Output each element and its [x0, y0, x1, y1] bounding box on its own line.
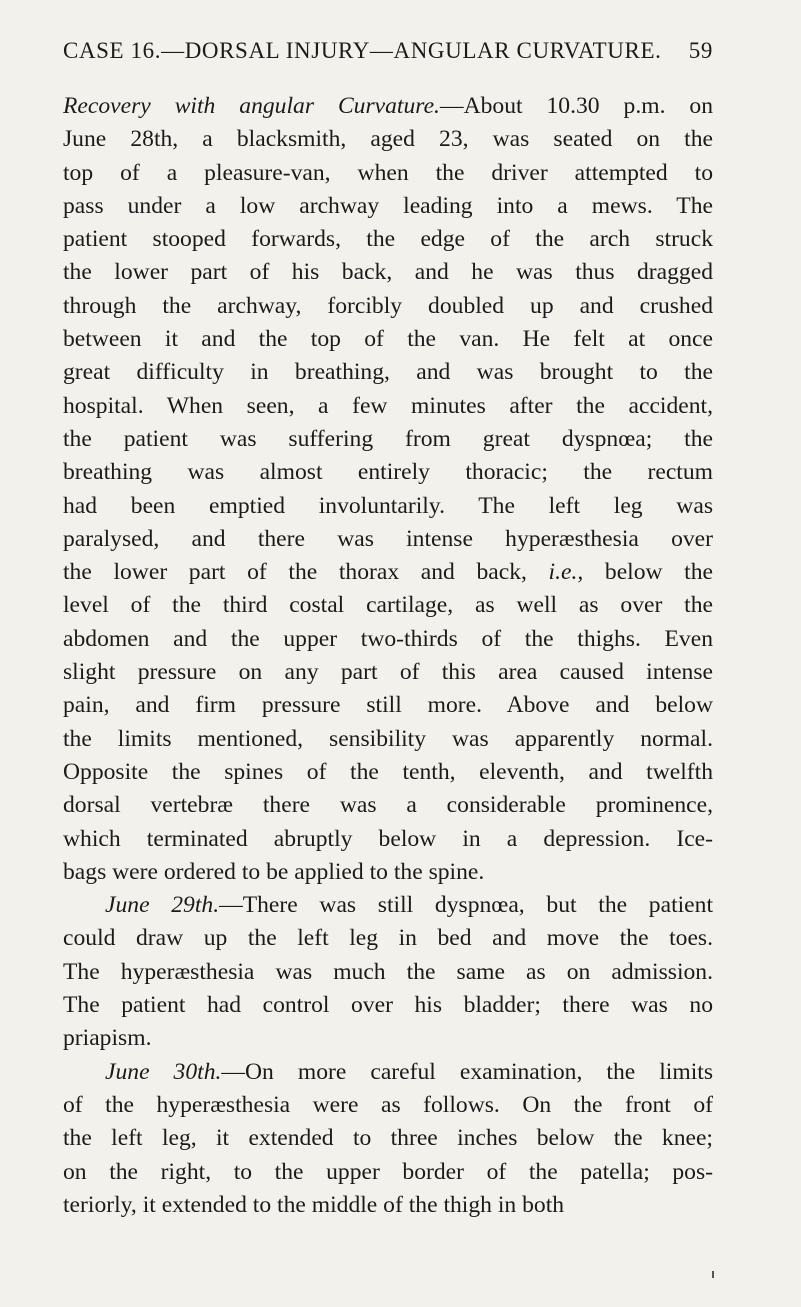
line-text: the limits mentioned, sensibility was apparently normal.	[63, 725, 713, 752]
line-text: level of the third costal cartilage, as well as over the	[63, 592, 713, 619]
italic-lead: June 29th.	[105, 892, 220, 919]
body-text	[63, 90, 713, 1222]
print-speck	[712, 1271, 714, 1278]
text-line	[63, 456, 713, 489]
text-line	[63, 223, 713, 256]
text-line	[63, 490, 713, 523]
paragraph	[63, 90, 713, 889]
line-text: which terminated abruptly below in a depression. Ice-	[63, 825, 713, 852]
line-text: the left leg, it extended to three inches below the knee;	[63, 1125, 713, 1152]
page-number: 59	[688, 38, 713, 63]
text-line	[63, 1189, 713, 1222]
paragraph	[63, 889, 713, 1055]
line-text: the lower part of the thorax and back, i.e., below the	[63, 559, 714, 586]
text-line	[63, 90, 713, 123]
line-text: could draw up the left leg in bed and move the toes.	[63, 925, 713, 952]
line-text: —On more careful examination, the limits	[221, 1058, 713, 1085]
text-line	[63, 1156, 713, 1189]
text-line	[63, 157, 713, 190]
text-line	[63, 356, 713, 389]
line-text: slight pressure on any part of this area caused intense	[63, 659, 713, 686]
text-line	[63, 1022, 713, 1055]
text-line	[63, 656, 713, 689]
line-text: top of a pleasure-van, when the driver attempted to	[63, 159, 713, 186]
text-line	[63, 1122, 713, 1155]
text-line	[63, 723, 713, 756]
text-line	[63, 623, 713, 656]
line-text: through the archway, forcibly doubled up and crushed	[63, 292, 713, 319]
text-line	[63, 856, 713, 889]
line-text: of the hyperæsthesia were as follows. On the front of	[63, 1091, 713, 1118]
italic-lead: June 30th.	[105, 1058, 222, 1085]
text-line	[63, 956, 713, 989]
line-text: abdomen and the upper two-thirds of the thighs. Even	[63, 625, 713, 652]
text-line	[63, 190, 713, 223]
text-line	[63, 756, 713, 789]
text-line	[63, 689, 713, 722]
line-text: pain, and firm pressure still more. Above and below	[63, 692, 713, 719]
line-text: hospital. When seen, a few minutes after the accident,	[63, 392, 713, 419]
line-text: breathing was almost entirely thoracic; the rectum	[63, 459, 713, 486]
line-text: The patient had control over his bladder; there was no	[63, 992, 713, 1019]
text-line	[63, 1056, 713, 1089]
text-line	[63, 290, 713, 323]
running-head	[63, 38, 713, 64]
text-line	[63, 789, 713, 822]
line-text: dorsal vertebræ there was a considerable prominence,	[63, 792, 713, 819]
line-text: Opposite the spines of the tenth, eleventh, and twelfth	[63, 758, 713, 785]
running-head-title: CASE 16.—DORSAL INJURY—ANGULAR CURVATURE.	[63, 38, 662, 63]
document-page	[63, 38, 713, 1222]
line-text: paralysed, and there was intense hyperæsthesia over	[63, 525, 713, 552]
line-text: —There was still dyspnœa, but the patient	[219, 892, 713, 919]
line-text: The hyperæsthesia was much the same as on admission.	[63, 958, 713, 985]
italic-lead: Recovery with angular Curvature.	[63, 93, 440, 119]
text-line	[63, 989, 713, 1022]
line-text: pass under a low archway leading into a mews. The	[63, 192, 713, 219]
line-text: June 28th, a blacksmith, aged 23, was seated on the	[63, 126, 713, 153]
line-text: priapism.	[63, 1025, 152, 1052]
text-line	[63, 390, 713, 423]
text-line	[63, 256, 713, 289]
text-line	[63, 589, 713, 622]
line-text: the lower part of his back, and he was thus dragged	[63, 259, 713, 286]
text-line	[63, 823, 713, 856]
text-line	[63, 922, 713, 955]
text-line	[63, 123, 713, 156]
line-text: —About 10.30 p.m. on	[439, 93, 714, 119]
line-text: the patient was suffering from great dyspnœa; the	[63, 425, 713, 452]
line-text: teriorly, it extended to the middle of the thigh in both	[63, 1191, 565, 1218]
text-line	[63, 523, 713, 556]
line-text: great difficulty in breathing, and was brought to the	[63, 359, 713, 386]
text-line	[63, 889, 713, 922]
paragraph	[63, 1056, 713, 1222]
text-line	[63, 556, 713, 589]
text-line	[63, 1089, 713, 1122]
line-text: patient stooped forwards, the edge of the arch struck	[63, 226, 713, 253]
line-text: on the right, to the upper border of the patella; pos-	[63, 1158, 713, 1185]
line-text: between it and the top of the van. He felt at once	[63, 326, 713, 353]
line-text: had been emptied involuntarily. The left leg was	[63, 492, 713, 519]
line-text: bags were ordered to be applied to the spine.	[63, 858, 485, 885]
text-line	[63, 323, 713, 356]
text-line	[63, 423, 713, 456]
